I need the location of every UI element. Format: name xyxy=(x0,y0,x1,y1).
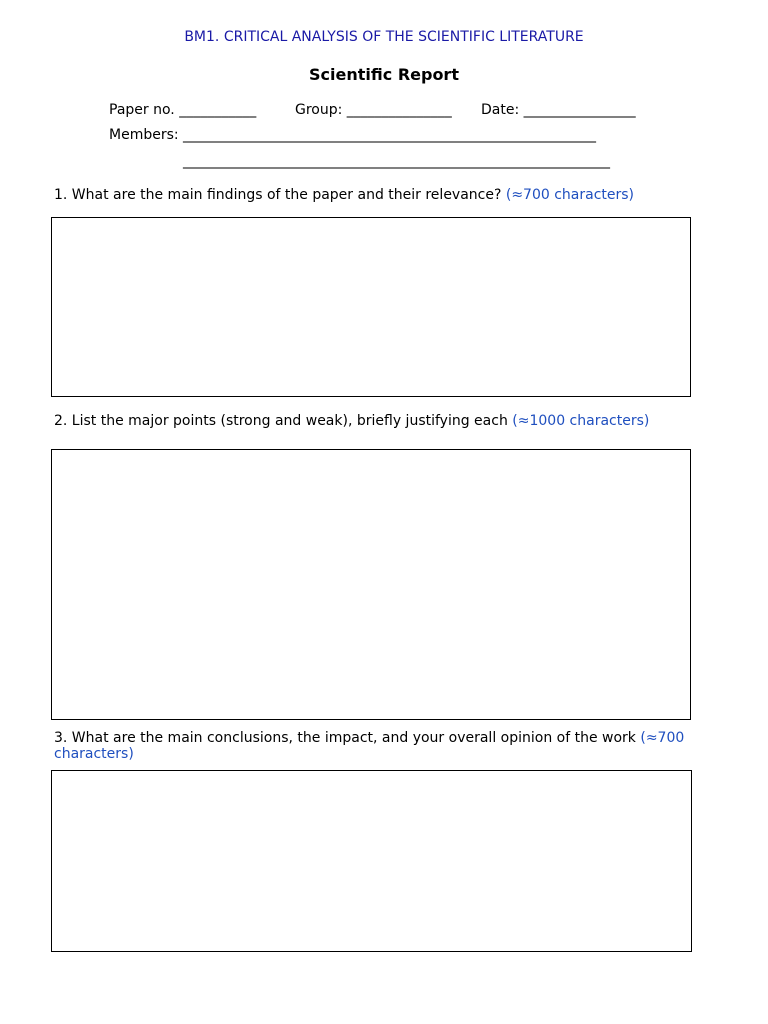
question-3-hint-continuation: characters) xyxy=(54,746,134,762)
answer-box-3[interactable] xyxy=(51,770,692,952)
question-3-text: 3. What are the main conclusions, the impact, and your overall opinion of the work xyxy=(54,730,636,746)
answer-box-1[interactable] xyxy=(51,217,691,397)
question-2 xyxy=(54,413,649,429)
page-title: Scientific Report xyxy=(309,65,459,84)
group-field: Group: _______________ xyxy=(295,102,452,118)
date-field: Date: ________________ xyxy=(481,102,636,118)
answer-box-2[interactable] xyxy=(51,449,691,720)
question-2-text: 2. List the major points (strong and weak), briefly justifying each xyxy=(54,413,508,429)
question-1 xyxy=(54,187,634,203)
course-title: BM1. CRITICAL ANALYSIS OF THE SCIENTIFIC LITERATURE xyxy=(184,29,584,45)
question-1-hint: (≈700 characters) xyxy=(505,187,635,203)
question-1-text: 1. What are the main findings of the paper and their relevance? xyxy=(54,187,502,203)
question-3-hint: (≈700 xyxy=(640,730,685,746)
members-field-continuation: _____________________________________________________________ xyxy=(183,153,610,169)
members-field: Members: ___________________________________________________________ xyxy=(109,127,597,143)
question-2-hint: (≈1000 characters) xyxy=(512,413,650,429)
question-3 xyxy=(54,730,684,746)
paper-no-field: Paper no. ___________ xyxy=(109,102,257,118)
